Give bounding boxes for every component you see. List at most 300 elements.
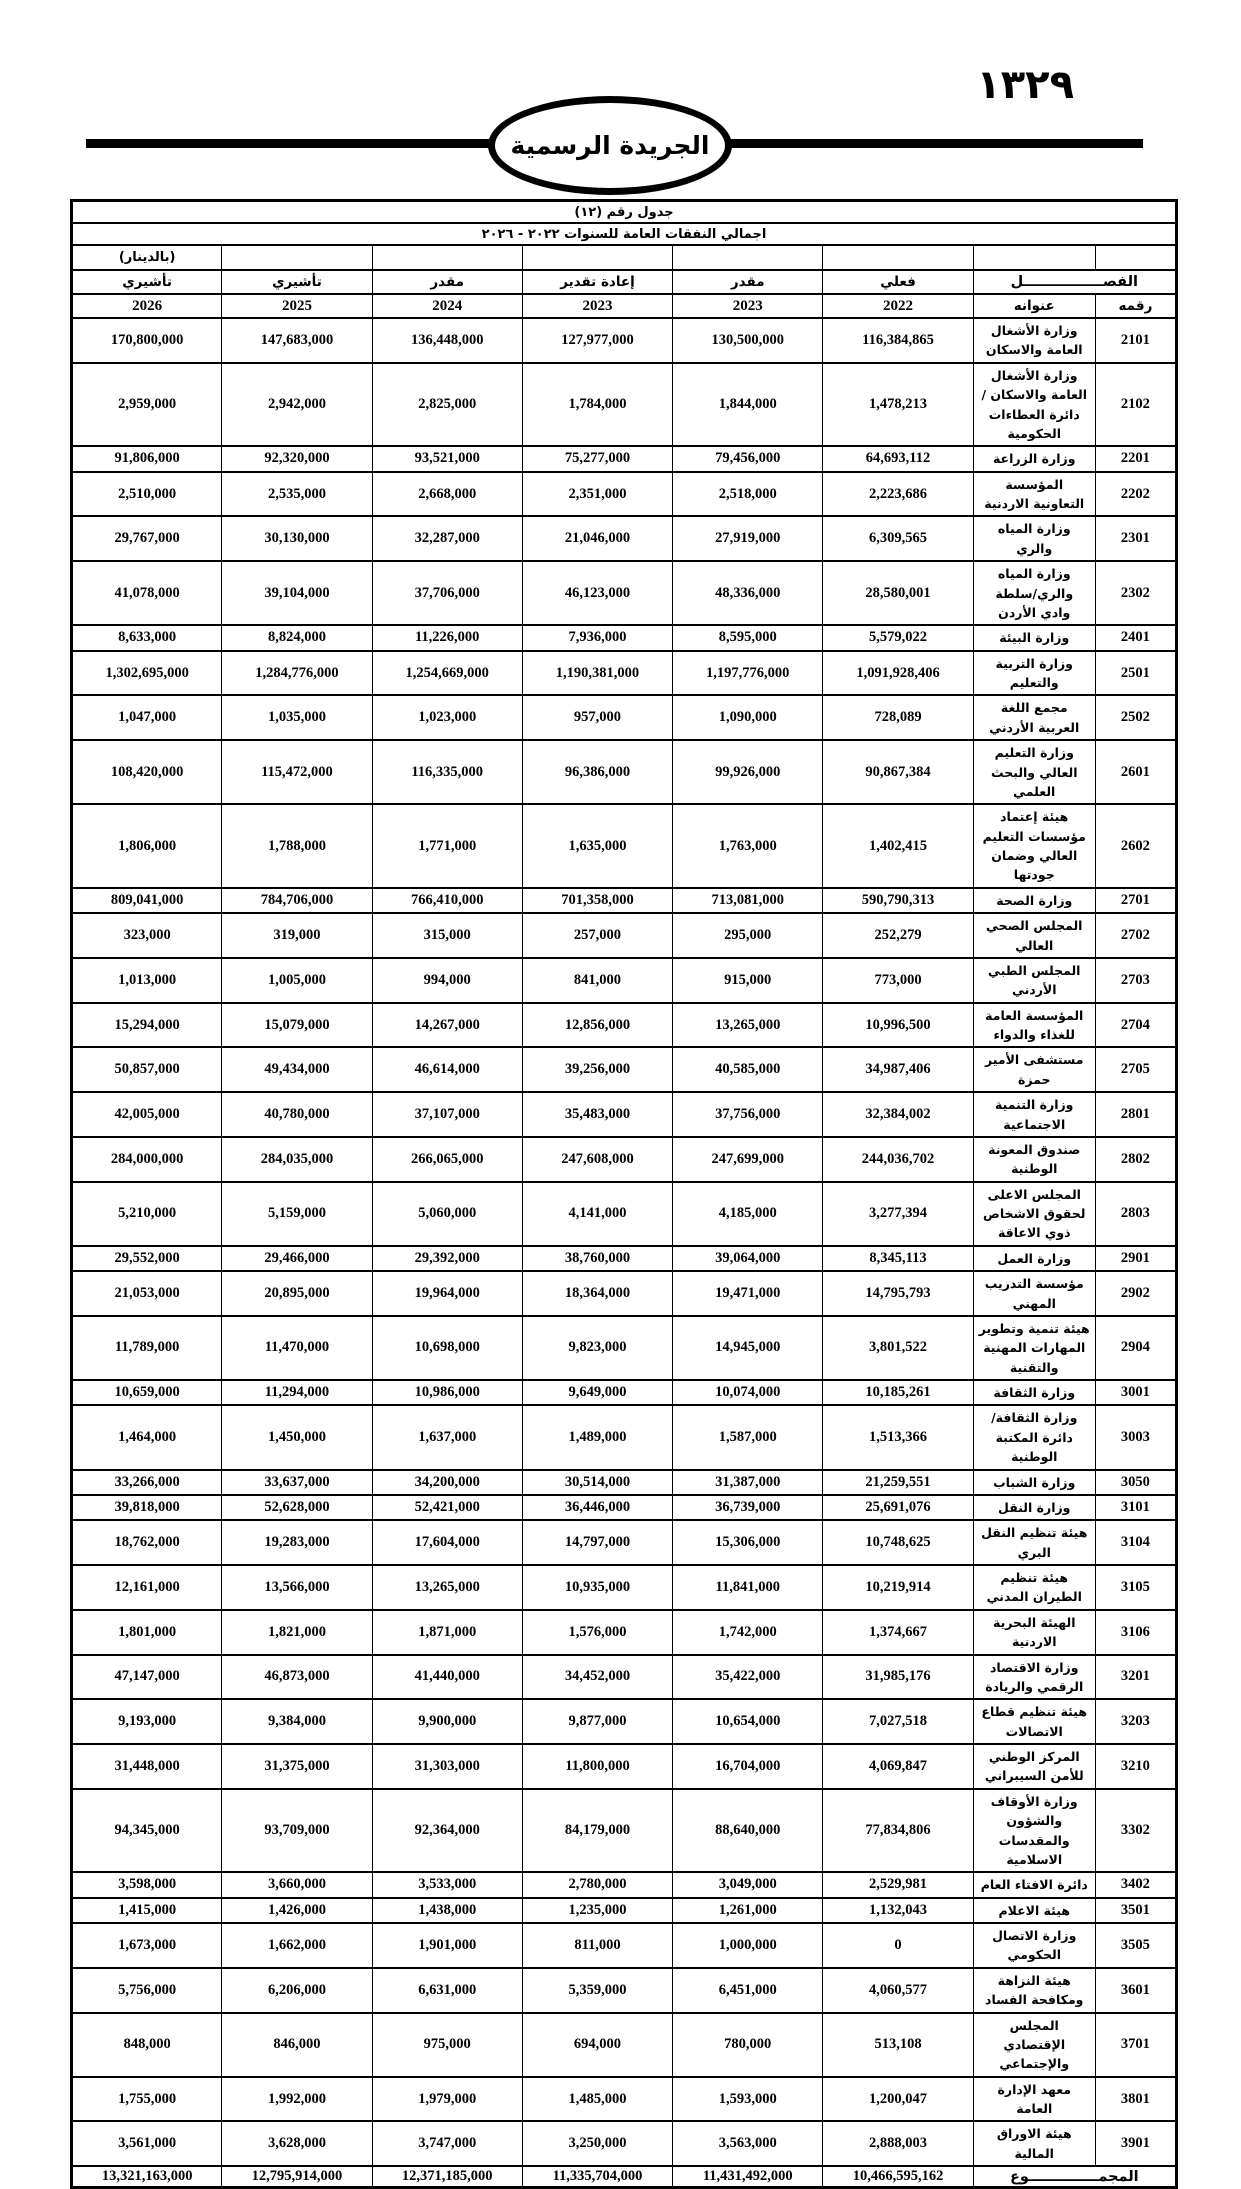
row-value-cell: 47,147,000 — [72, 1655, 222, 1700]
gazette-oval — [488, 96, 732, 195]
row-value-cell: 1,402,415 — [823, 804, 973, 888]
col-label-reestimate-2023: إعادة تقدير — [522, 270, 672, 294]
row-code-cell: 2502 — [1095, 695, 1176, 740]
row-value-cell: 31,448,000 — [72, 1744, 222, 1789]
row-name-cell: المؤسسة العامة للغذاء والدواء — [973, 1003, 1095, 1048]
row-code-cell: 2201 — [1095, 446, 1176, 471]
row-code-cell: 2704 — [1095, 1003, 1176, 1048]
table-row — [72, 1182, 1177, 1246]
table-row — [72, 1968, 1177, 2013]
row-value-cell: 29,767,000 — [72, 516, 222, 561]
row-value-cell: 784,706,000 — [222, 888, 372, 913]
row-value-cell: 701,358,000 — [522, 888, 672, 913]
total-label-cell: المجمــــــــــــــوع — [973, 2166, 1176, 2188]
year-2023-reestimate: 2023 — [522, 294, 672, 318]
table-row — [72, 472, 1177, 517]
row-code-cell: 2904 — [1095, 1316, 1176, 1380]
currency-row — [72, 245, 1177, 270]
row-value-cell: 92,364,000 — [372, 1789, 522, 1873]
row-value-cell: 1,261,000 — [673, 1898, 823, 1923]
row-value-cell: 1,091,928,406 — [823, 651, 973, 696]
row-value-cell: 46,123,000 — [522, 561, 672, 625]
row-value-cell: 42,005,000 — [72, 1092, 222, 1137]
table-row — [72, 913, 1177, 958]
row-code-cell: 3001 — [1095, 1380, 1176, 1405]
row-value-cell: 11,789,000 — [72, 1316, 222, 1380]
row-value-cell: 1,200,047 — [823, 2077, 973, 2122]
row-value-cell: 5,359,000 — [522, 1968, 672, 2013]
table-row — [72, 888, 1177, 913]
row-value-cell: 1,871,000 — [372, 1610, 522, 1655]
row-value-cell: 17,604,000 — [372, 1520, 522, 1565]
total-value-cell: 13,321,163,000 — [72, 2166, 222, 2188]
row-value-cell: 52,628,000 — [222, 1495, 372, 1520]
row-code-cell: 2601 — [1095, 740, 1176, 804]
row-value-cell: 2,529,981 — [823, 1872, 973, 1897]
row-value-cell: 9,649,000 — [522, 1380, 672, 1405]
row-value-cell: 15,079,000 — [222, 1003, 372, 1048]
row-name-cell: وزارة التربية والتعليم — [973, 651, 1095, 696]
table-row — [72, 1565, 1177, 1610]
row-value-cell: 10,074,000 — [673, 1380, 823, 1405]
row-code-cell: 2602 — [1095, 804, 1176, 888]
table-row — [72, 1872, 1177, 1897]
row-code-cell: 3201 — [1095, 1655, 1176, 1700]
row-value-cell: 29,392,000 — [372, 1246, 522, 1271]
row-value-cell: 1,755,000 — [72, 2077, 222, 2122]
row-value-cell: 4,060,577 — [823, 1968, 973, 2013]
row-value-cell: 93,521,000 — [372, 446, 522, 471]
table-row — [72, 1316, 1177, 1380]
col-head-title: عنوانه — [973, 294, 1095, 318]
row-name-cell: هيئة تنظيم الطيران المدني — [973, 1565, 1095, 1610]
row-value-cell: 295,000 — [673, 913, 823, 958]
row-value-cell: 79,456,000 — [673, 446, 823, 471]
row-value-cell: 46,873,000 — [222, 1655, 372, 1700]
row-code-cell: 3701 — [1095, 2013, 1176, 2077]
row-value-cell: 13,566,000 — [222, 1565, 372, 1610]
table-title-row — [72, 201, 1177, 224]
total-value-cell: 12,371,185,000 — [372, 2166, 522, 2188]
row-value-cell: 3,660,000 — [222, 1872, 372, 1897]
row-value-cell: 1,035,000 — [222, 695, 372, 740]
row-code-cell: 2902 — [1095, 1271, 1176, 1316]
row-value-cell: 170,800,000 — [72, 318, 222, 363]
row-value-cell: 39,064,000 — [673, 1246, 823, 1271]
row-code-cell: 2701 — [1095, 888, 1176, 913]
table-row — [72, 2077, 1177, 2122]
row-value-cell: 2,510,000 — [72, 472, 222, 517]
row-value-cell: 1,013,000 — [72, 958, 222, 1003]
row-value-cell: 3,049,000 — [673, 1872, 823, 1897]
table-row — [72, 1898, 1177, 1923]
row-value-cell: 266,065,000 — [372, 1137, 522, 1182]
row-code-cell: 2302 — [1095, 561, 1176, 625]
row-value-cell: 7,027,518 — [823, 1699, 973, 1744]
row-value-cell: 284,000,000 — [72, 1137, 222, 1182]
row-value-cell: 48,336,000 — [673, 561, 823, 625]
row-value-cell: 5,579,022 — [823, 625, 973, 650]
year-2022: 2022 — [823, 294, 973, 318]
row-value-cell: 8,595,000 — [673, 625, 823, 650]
table-row — [72, 318, 1177, 363]
row-value-cell: 64,693,112 — [823, 446, 973, 471]
row-value-cell: 18,762,000 — [72, 1520, 222, 1565]
table-row — [72, 1047, 1177, 1092]
row-code-cell: 3050 — [1095, 1470, 1176, 1495]
row-value-cell: 28,580,001 — [823, 561, 973, 625]
row-value-cell: 84,179,000 — [522, 1789, 672, 1873]
row-name-cell: وزارة التعليم العالي والبحث العلمي — [973, 740, 1095, 804]
row-value-cell: 1,197,776,000 — [673, 651, 823, 696]
row-value-cell: 1,464,000 — [72, 1405, 222, 1469]
total-row — [72, 2166, 1177, 2188]
empty-cell — [372, 245, 522, 270]
row-value-cell: 590,790,313 — [823, 888, 973, 913]
row-value-cell: 12,856,000 — [522, 1003, 672, 1048]
table-row — [72, 1495, 1177, 1520]
table-row — [72, 695, 1177, 740]
col-head-number: رقمه — [1095, 294, 1176, 318]
row-value-cell: 32,384,002 — [823, 1092, 973, 1137]
row-value-cell: 1,284,776,000 — [222, 651, 372, 696]
row-value-cell: 2,942,000 — [222, 363, 372, 447]
row-name-cell: وزارة العمل — [973, 1246, 1095, 1271]
row-value-cell: 37,706,000 — [372, 561, 522, 625]
row-value-cell: 27,919,000 — [673, 516, 823, 561]
col-label-estimated-2024: مقدر — [372, 270, 522, 294]
row-value-cell: 994,000 — [372, 958, 522, 1003]
empty-cell — [823, 245, 973, 270]
row-value-cell: 32,287,000 — [372, 516, 522, 561]
row-value-cell: 2,888,003 — [823, 2121, 973, 2166]
row-value-cell: 10,659,000 — [72, 1380, 222, 1405]
row-value-cell: 130,500,000 — [673, 318, 823, 363]
gazette-title: الجريدة الرسمية — [510, 131, 710, 160]
row-value-cell: 848,000 — [72, 2013, 222, 2077]
row-value-cell: 10,935,000 — [522, 1565, 672, 1610]
row-value-cell: 50,857,000 — [72, 1047, 222, 1092]
row-value-cell: 1,576,000 — [522, 1610, 672, 1655]
row-value-cell: 2,959,000 — [72, 363, 222, 447]
row-name-cell: الهيئة البحرية الاردنية — [973, 1610, 1095, 1655]
row-value-cell: 247,699,000 — [673, 1137, 823, 1182]
row-value-cell: 1,771,000 — [372, 804, 522, 888]
row-value-cell: 9,900,000 — [372, 1699, 522, 1744]
row-value-cell: 34,452,000 — [522, 1655, 672, 1700]
year-2024: 2024 — [372, 294, 522, 318]
table-row — [72, 1610, 1177, 1655]
row-value-cell: 19,283,000 — [222, 1520, 372, 1565]
row-name-cell: هيئة تنظيم النقل البري — [973, 1520, 1095, 1565]
row-code-cell: 3003 — [1095, 1405, 1176, 1469]
row-value-cell: 284,035,000 — [222, 1137, 372, 1182]
row-code-cell: 3501 — [1095, 1898, 1176, 1923]
row-value-cell: 88,640,000 — [673, 1789, 823, 1873]
row-value-cell: 252,279 — [823, 913, 973, 958]
row-value-cell: 1,374,667 — [823, 1610, 973, 1655]
table-row — [72, 1092, 1177, 1137]
row-code-cell: 2202 — [1095, 472, 1176, 517]
row-value-cell: 3,561,000 — [72, 2121, 222, 2166]
row-value-cell: 1,485,000 — [522, 2077, 672, 2122]
table-row — [72, 2013, 1177, 2077]
row-value-cell: 10,654,000 — [673, 1699, 823, 1744]
row-value-cell: 257,000 — [522, 913, 672, 958]
row-value-cell: 0 — [823, 1923, 973, 1968]
row-value-cell: 10,185,261 — [823, 1380, 973, 1405]
row-name-cell: المجلس الصحي العالي — [973, 913, 1095, 958]
row-name-cell: وزارة البيئة — [973, 625, 1095, 650]
row-code-cell: 2803 — [1095, 1182, 1176, 1246]
row-value-cell: 116,335,000 — [372, 740, 522, 804]
table-row — [72, 740, 1177, 804]
col-label-actual: فعلي — [823, 270, 973, 294]
row-value-cell: 5,159,000 — [222, 1182, 372, 1246]
expenditure-table — [70, 199, 1178, 2189]
row-value-cell: 1,806,000 — [72, 804, 222, 888]
row-value-cell: 1,587,000 — [673, 1405, 823, 1469]
table-row — [72, 1003, 1177, 1048]
row-value-cell: 15,294,000 — [72, 1003, 222, 1048]
row-value-cell: 8,824,000 — [222, 625, 372, 650]
row-value-cell: 694,000 — [522, 2013, 672, 2077]
row-value-cell: 40,780,000 — [222, 1092, 372, 1137]
row-value-cell: 12,161,000 — [72, 1565, 222, 1610]
row-value-cell: 147,683,000 — [222, 318, 372, 363]
row-code-cell: 3203 — [1095, 1699, 1176, 1744]
row-value-cell: 1,635,000 — [522, 804, 672, 888]
row-value-cell: 99,926,000 — [673, 740, 823, 804]
row-value-cell: 9,193,000 — [72, 1699, 222, 1744]
row-value-cell: 323,000 — [72, 913, 222, 958]
row-name-cell: هيئة تنمية وتطوير المهارات المهنية والتقنية — [973, 1316, 1095, 1380]
row-value-cell: 41,078,000 — [72, 561, 222, 625]
table-row — [72, 651, 1177, 696]
row-value-cell: 846,000 — [222, 2013, 372, 2077]
row-value-cell: 780,000 — [673, 2013, 823, 2077]
col-label-indicative-2025: تأشيري — [222, 270, 372, 294]
row-code-cell: 2901 — [1095, 1246, 1176, 1271]
row-value-cell: 9,877,000 — [522, 1699, 672, 1744]
table-row — [72, 1271, 1177, 1316]
row-value-cell: 15,306,000 — [673, 1520, 823, 1565]
row-value-cell: 14,795,793 — [823, 1271, 973, 1316]
row-value-cell: 10,748,625 — [823, 1520, 973, 1565]
row-code-cell: 3210 — [1095, 1744, 1176, 1789]
row-value-cell: 2,223,686 — [823, 472, 973, 517]
row-value-cell: 773,000 — [823, 958, 973, 1003]
table-row — [72, 446, 1177, 471]
row-value-cell: 136,448,000 — [372, 318, 522, 363]
row-value-cell: 49,434,000 — [222, 1047, 372, 1092]
row-value-cell: 1,450,000 — [222, 1405, 372, 1469]
row-value-cell: 1,801,000 — [72, 1610, 222, 1655]
row-value-cell: 513,108 — [823, 2013, 973, 2077]
table-title: جدول رقم (١٢) — [72, 201, 1177, 224]
row-value-cell: 92,320,000 — [222, 446, 372, 471]
row-value-cell: 1,254,669,000 — [372, 651, 522, 696]
row-name-cell: وزارة الاتصال الحكومي — [973, 1923, 1095, 1968]
total-value-cell: 12,795,914,000 — [222, 2166, 372, 2188]
row-value-cell: 21,046,000 — [522, 516, 672, 561]
row-value-cell: 77,834,806 — [823, 1789, 973, 1873]
row-code-cell: 2101 — [1095, 318, 1176, 363]
table-row — [72, 625, 1177, 650]
empty-cell — [973, 245, 1095, 270]
row-value-cell: 2,518,000 — [673, 472, 823, 517]
row-value-cell: 93,709,000 — [222, 1789, 372, 1873]
row-value-cell: 315,000 — [372, 913, 522, 958]
table-row — [72, 804, 1177, 888]
row-value-cell: 3,628,000 — [222, 2121, 372, 2166]
row-code-cell: 3402 — [1095, 1872, 1176, 1897]
row-value-cell: 5,756,000 — [72, 1968, 222, 2013]
row-value-cell: 1,673,000 — [72, 1923, 222, 1968]
row-value-cell: 713,081,000 — [673, 888, 823, 913]
row-value-cell: 1,302,695,000 — [72, 651, 222, 696]
row-code-cell: 3601 — [1095, 1968, 1176, 2013]
row-code-cell: 2501 — [1095, 651, 1176, 696]
row-name-cell: وزارة الأوقاف والشؤون والمقدسات الاسلامية — [973, 1789, 1095, 1873]
row-code-cell: 3101 — [1095, 1495, 1176, 1520]
row-code-cell: 2703 — [1095, 958, 1176, 1003]
row-value-cell: 31,303,000 — [372, 1744, 522, 1789]
row-value-cell: 8,633,000 — [72, 625, 222, 650]
row-name-cell: هيئة الاعلام — [973, 1898, 1095, 1923]
row-value-cell: 1,901,000 — [372, 1923, 522, 1968]
row-value-cell: 3,801,522 — [823, 1316, 973, 1380]
row-value-cell: 1,637,000 — [372, 1405, 522, 1469]
row-name-cell: مؤسسة التدريب المهني — [973, 1271, 1095, 1316]
row-value-cell: 1,090,000 — [673, 695, 823, 740]
row-value-cell: 4,185,000 — [673, 1182, 823, 1246]
row-value-cell: 39,104,000 — [222, 561, 372, 625]
row-value-cell: 10,986,000 — [372, 1380, 522, 1405]
row-value-cell: 9,384,000 — [222, 1699, 372, 1744]
row-value-cell: 728,089 — [823, 695, 973, 740]
table-row — [72, 1405, 1177, 1469]
row-value-cell: 319,000 — [222, 913, 372, 958]
row-value-cell: 35,483,000 — [522, 1092, 672, 1137]
row-name-cell: هيئة تنظيم قطاع الاتصالات — [973, 1699, 1095, 1744]
row-value-cell: 16,704,000 — [673, 1744, 823, 1789]
row-value-cell: 19,964,000 — [372, 1271, 522, 1316]
table-row — [72, 1923, 1177, 1968]
row-value-cell: 10,996,500 — [823, 1003, 973, 1048]
row-value-cell: 3,747,000 — [372, 2121, 522, 2166]
row-value-cell: 38,760,000 — [522, 1246, 672, 1271]
row-value-cell: 766,410,000 — [372, 888, 522, 913]
empty-cell — [1095, 245, 1176, 270]
row-value-cell: 5,210,000 — [72, 1182, 222, 1246]
row-value-cell: 96,386,000 — [522, 740, 672, 804]
row-value-cell: 21,053,000 — [72, 1271, 222, 1316]
row-code-cell: 3801 — [1095, 2077, 1176, 2122]
row-value-cell: 14,945,000 — [673, 1316, 823, 1380]
year-row — [72, 294, 1177, 318]
table-row — [72, 1744, 1177, 1789]
row-value-cell: 2,351,000 — [522, 472, 672, 517]
year-2023-estimated: 2023 — [673, 294, 823, 318]
row-value-cell: 116,384,865 — [823, 318, 973, 363]
table-row — [72, 1470, 1177, 1495]
row-value-cell: 4,141,000 — [522, 1182, 672, 1246]
row-value-cell: 19,471,000 — [673, 1271, 823, 1316]
row-value-cell: 1,190,381,000 — [522, 651, 672, 696]
row-value-cell: 6,451,000 — [673, 1968, 823, 2013]
row-name-cell: وزارة المياه والري — [973, 516, 1095, 561]
row-code-cell: 2801 — [1095, 1092, 1176, 1137]
row-value-cell: 8,345,113 — [823, 1246, 973, 1271]
row-value-cell: 14,797,000 — [522, 1520, 672, 1565]
row-name-cell: المجلس الاعلى لحقوق الاشخاص ذوي الاعاقة — [973, 1182, 1095, 1246]
row-value-cell: 1,979,000 — [372, 2077, 522, 2122]
row-name-cell: وزارة الثقافة/دائرة المكتبة الوطنية — [973, 1405, 1095, 1469]
row-name-cell: وزارة الاقتصاد الرقمي والريادة — [973, 1655, 1095, 1700]
row-name-cell: هيئة الاوراق المالية — [973, 2121, 1095, 2166]
row-value-cell: 34,200,000 — [372, 1470, 522, 1495]
year-2026: 2026 — [72, 294, 222, 318]
row-value-cell: 33,637,000 — [222, 1470, 372, 1495]
row-value-cell: 1,784,000 — [522, 363, 672, 447]
row-code-cell: 2401 — [1095, 625, 1176, 650]
row-value-cell: 52,421,000 — [372, 1495, 522, 1520]
row-code-cell: 3106 — [1095, 1610, 1176, 1655]
currency-note: (بالدينار) — [72, 245, 222, 270]
row-value-cell: 10,219,914 — [823, 1565, 973, 1610]
row-value-cell: 1,438,000 — [372, 1898, 522, 1923]
row-name-cell: وزارة النقل — [973, 1495, 1095, 1520]
row-value-cell: 31,387,000 — [673, 1470, 823, 1495]
table-row — [72, 1380, 1177, 1405]
row-value-cell: 1,992,000 — [222, 2077, 372, 2122]
row-value-cell: 127,977,000 — [522, 318, 672, 363]
page-number: ١٣٢٩ — [976, 62, 1074, 108]
row-value-cell: 29,552,000 — [72, 1246, 222, 1271]
table-row — [72, 1520, 1177, 1565]
row-value-cell: 1,489,000 — [522, 1405, 672, 1469]
table-row — [72, 1699, 1177, 1744]
row-name-cell: وزارة الثقافة — [973, 1380, 1095, 1405]
row-value-cell: 14,267,000 — [372, 1003, 522, 1048]
row-value-cell: 11,800,000 — [522, 1744, 672, 1789]
row-name-cell: المركز الوطني للأمن السيبراني — [973, 1744, 1095, 1789]
empty-cell — [522, 245, 672, 270]
row-value-cell: 1,742,000 — [673, 1610, 823, 1655]
row-code-cell: 3104 — [1095, 1520, 1176, 1565]
row-value-cell: 4,069,847 — [823, 1744, 973, 1789]
row-value-cell: 1,662,000 — [222, 1923, 372, 1968]
row-value-cell: 1,005,000 — [222, 958, 372, 1003]
row-value-cell: 31,985,176 — [823, 1655, 973, 1700]
row-value-cell: 3,533,000 — [372, 1872, 522, 1897]
row-value-cell: 1,132,043 — [823, 1898, 973, 1923]
row-value-cell: 11,294,000 — [222, 1380, 372, 1405]
table-row — [72, 363, 1177, 447]
row-value-cell: 957,000 — [522, 695, 672, 740]
row-name-cell: المؤسسة التعاونية الاردنية — [973, 472, 1095, 517]
row-value-cell: 34,987,406 — [823, 1047, 973, 1092]
row-value-cell: 11,841,000 — [673, 1565, 823, 1610]
row-value-cell: 3,563,000 — [673, 2121, 823, 2166]
row-name-cell: مجمع اللغة العربية الأردني — [973, 695, 1095, 740]
row-code-cell: 2705 — [1095, 1047, 1176, 1092]
row-name-cell: المجلس الإقتصادي والإجتماعي — [973, 2013, 1095, 2077]
row-value-cell: 20,895,000 — [222, 1271, 372, 1316]
column-label-row — [72, 270, 1177, 294]
row-value-cell: 6,206,000 — [222, 1968, 372, 2013]
